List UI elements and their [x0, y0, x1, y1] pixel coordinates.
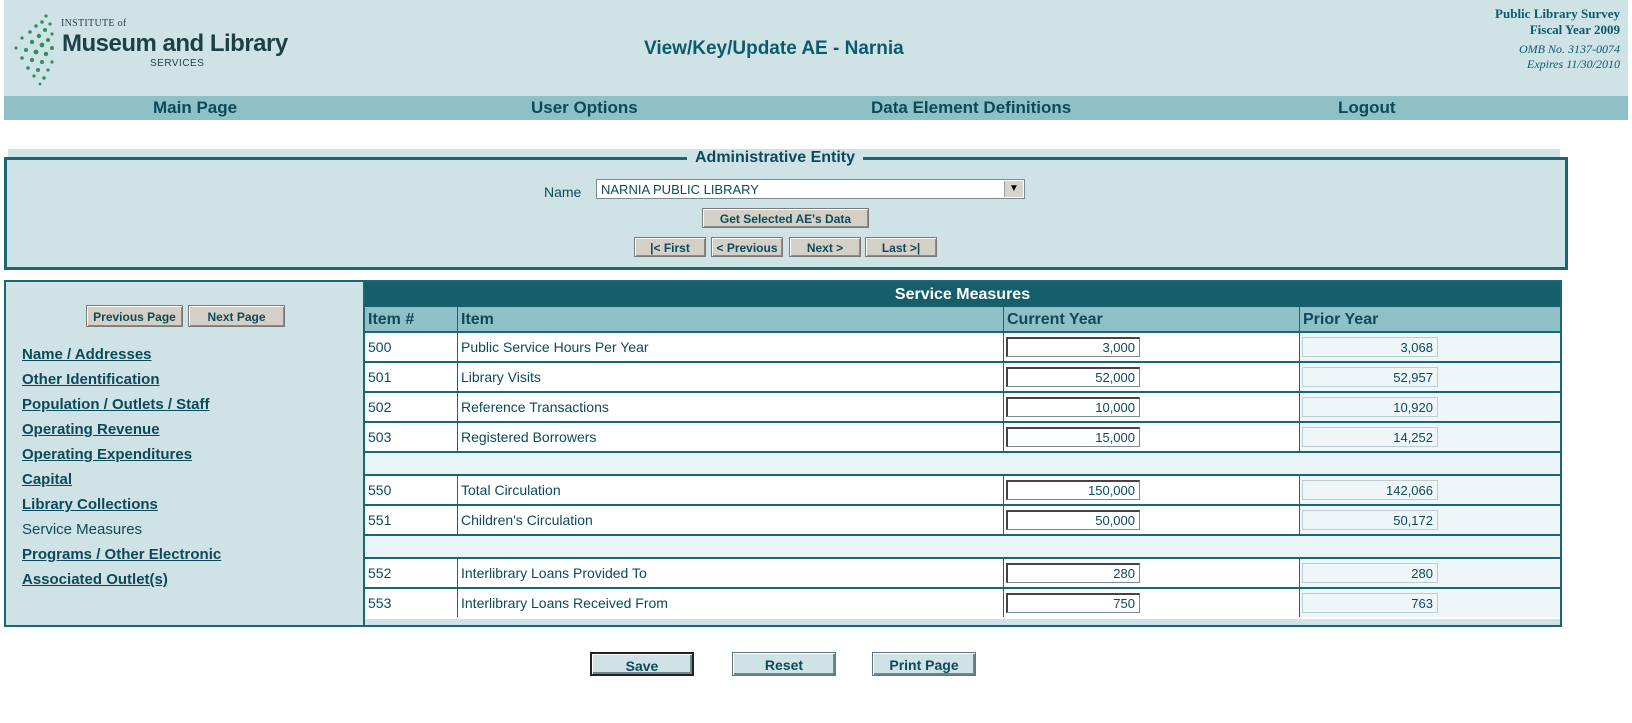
item-label: Interlibrary Loans Received From [458, 589, 1004, 617]
sidebar-link-associated-outlets[interactable]: Associated Outlet(s) [22, 571, 168, 588]
prior-year-cell [1300, 476, 1560, 504]
logo-institute-text: INSTITUTE of [61, 18, 127, 29]
save-button[interactable]: Save [590, 652, 694, 676]
nav-data-element-definitions[interactable]: Data Element Definitions [871, 98, 1072, 117]
starburst-logo-icon [12, 12, 56, 88]
table-row [365, 589, 1560, 619]
item-label: Registered Borrowers [458, 423, 1004, 451]
nav-user-options[interactable]: User Options [531, 98, 638, 117]
get-selected-ae-data-button[interactable]: Get Selected AE's Data [702, 208, 869, 228]
item-label: Interlibrary Loans Provided To [458, 559, 1004, 587]
prior-year-value: 763 [1302, 593, 1438, 613]
reset-button[interactable]: Reset [732, 652, 836, 676]
current-year-input[interactable] [1006, 563, 1140, 583]
sidebar-link-operating-expenditures[interactable]: Operating Expenditures [22, 446, 193, 463]
table-row [365, 506, 1560, 536]
current-year-cell [1004, 589, 1300, 617]
current-year-cell [1004, 393, 1300, 421]
current-year-input[interactable] [1006, 480, 1140, 500]
omb-info [1519, 42, 1620, 72]
previous-page-button[interactable]: Previous Page [86, 305, 183, 327]
header-item-number: Item # [365, 307, 458, 333]
prior-year-cell [1300, 589, 1560, 617]
item-number: 552 [365, 559, 458, 587]
prior-year-value: 3,068 [1302, 337, 1438, 357]
table-title: Service Measures [365, 282, 1560, 307]
prior-year-cell [1300, 363, 1560, 391]
page-header [4, 0, 1628, 96]
current-year-cell [1004, 333, 1300, 361]
item-number: 502 [365, 393, 458, 421]
sidebar-link-operating-revenue[interactable]: Operating Revenue [22, 421, 160, 438]
current-year-input[interactable] [1006, 510, 1140, 530]
last-button[interactable]: Last >| [865, 237, 937, 257]
sidebar-link-population-outlets-staff[interactable]: Population / Outlets / Staff [22, 396, 210, 413]
header-prior-year: Prior Year [1300, 307, 1560, 333]
prior-year-value: 142,066 [1302, 480, 1438, 500]
table-row [365, 423, 1560, 453]
next-page-button[interactable]: Next Page [188, 305, 285, 327]
ae-name-label: Name [544, 184, 582, 200]
main-panel [4, 280, 1562, 627]
prior-year-cell [1300, 333, 1560, 361]
current-year-input[interactable] [1006, 367, 1140, 387]
prior-year-cell [1300, 559, 1560, 587]
sidebar-link-name-addresses[interactable]: Name / Addresses [22, 346, 152, 363]
ae-selected-value: NARNIA PUBLIC LIBRARY [601, 182, 759, 197]
first-button[interactable]: |< First [634, 237, 706, 257]
logo-museum-library-text: Museum and Library [62, 30, 288, 57]
table-row [365, 559, 1560, 589]
current-year-cell [1004, 506, 1300, 534]
survey-info [1495, 6, 1620, 38]
item-label: Children's Circulation [458, 506, 1004, 534]
fiscal-year: Fiscal Year 2009 [1529, 22, 1620, 37]
item-number: 500 [365, 333, 458, 361]
current-year-input[interactable] [1006, 427, 1140, 447]
header-item: Item [458, 307, 1004, 333]
table-row [365, 393, 1560, 423]
logo-services-text: SERVICES [150, 58, 205, 69]
table-spacer [365, 536, 1560, 559]
next-button[interactable]: Next > [789, 237, 861, 257]
nav-logout[interactable]: Logout [1338, 98, 1396, 117]
item-number: 550 [365, 476, 458, 504]
imls-logo [12, 12, 288, 88]
prior-year-value: 50,172 [1302, 510, 1438, 530]
table-row [365, 333, 1560, 363]
page-title: View/Key/Update AE - Narnia [644, 38, 904, 59]
dropdown-arrow-icon[interactable]: ▼ [1004, 181, 1023, 197]
item-number: 503 [365, 423, 458, 451]
survey-name: Public Library Survey [1495, 6, 1620, 21]
current-year-cell [1004, 559, 1300, 587]
sidebar-link-library-collections[interactable]: Library Collections [22, 496, 158, 513]
item-label: Total Circulation [458, 476, 1004, 504]
previous-button[interactable]: < Previous [711, 237, 783, 257]
section-sidebar [6, 282, 365, 625]
service-measures-table [365, 282, 1560, 625]
print-page-button[interactable]: Print Page [872, 652, 976, 676]
omb-number: OMB No. 3137-0074 [1519, 42, 1620, 56]
current-year-cell [1004, 423, 1300, 451]
ae-name-select[interactable] [596, 179, 1025, 199]
sidebar-link-other-identification[interactable]: Other Identification [22, 371, 160, 388]
ae-legend: Administrative Entity [687, 149, 863, 167]
prior-year-cell [1300, 423, 1560, 451]
prior-year-value: 52,957 [1302, 367, 1438, 387]
current-year-input[interactable] [1006, 397, 1140, 417]
table-row [365, 363, 1560, 393]
prior-year-cell [1300, 506, 1560, 534]
item-label: Public Service Hours Per Year [458, 333, 1004, 361]
nav-main-page[interactable]: Main Page [153, 98, 238, 117]
item-number: 501 [365, 363, 458, 391]
sidebar-link-programs-other-electronic[interactable]: Programs / Other Electronic [22, 546, 222, 563]
item-number: 553 [365, 589, 458, 617]
item-label: Reference Transactions [458, 393, 1004, 421]
prior-year-value: 280 [1302, 563, 1438, 583]
current-year-input[interactable] [1006, 337, 1140, 357]
table-row [365, 476, 1560, 506]
prior-year-value: 14,252 [1302, 427, 1438, 447]
prior-year-value: 10,920 [1302, 397, 1438, 417]
sidebar-link-capital[interactable]: Capital [22, 471, 73, 488]
administrative-entity-panel [4, 149, 1568, 270]
current-year-input[interactable] [1006, 593, 1140, 613]
header-current-year: Current Year [1004, 307, 1300, 333]
omb-expiry: Expires 11/30/2010 [1527, 57, 1620, 71]
current-year-cell [1004, 476, 1300, 504]
table-spacer [365, 453, 1560, 476]
item-label: Library Visits [458, 363, 1004, 391]
prior-year-cell [1300, 393, 1560, 421]
current-year-cell [1004, 363, 1300, 391]
sidebar-current-service-measures: Service Measures [22, 521, 143, 538]
main-nav [4, 96, 1628, 120]
item-number: 551 [365, 506, 458, 534]
